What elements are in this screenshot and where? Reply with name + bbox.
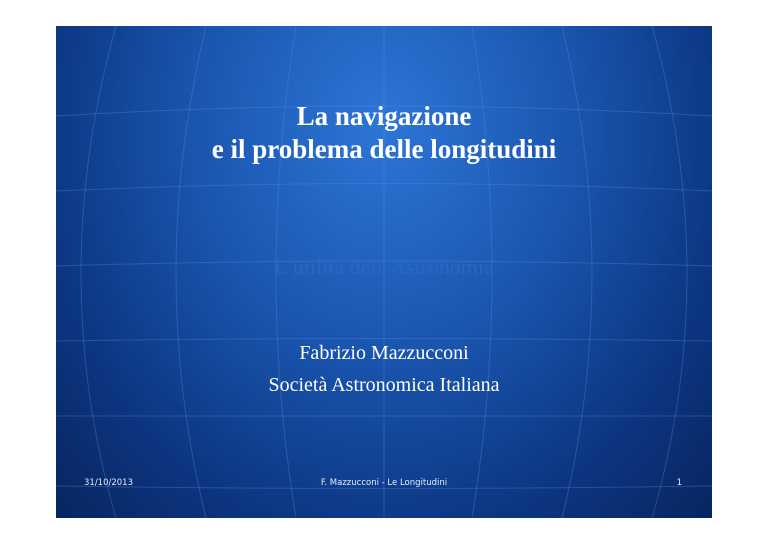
author-name: Fabrizio Mazzucconi [299, 342, 469, 364]
footer-title: F. Mazzucconi - Le Longitudini [320, 478, 448, 488]
title-line-1: La navigazione [296, 101, 472, 131]
slide [56, 26, 712, 518]
page-number: 1 [676, 478, 682, 488]
slide-subtitle: L’utilità dell’Astronomia [274, 254, 494, 279]
author-organization: Società Astronomica Italiana [268, 374, 500, 396]
title-line-2: e il problema delle longitudini [211, 134, 557, 164]
slide-title [56, 100, 712, 166]
author-block [56, 337, 712, 401]
footer-date: 31/10/2013 [84, 478, 133, 488]
